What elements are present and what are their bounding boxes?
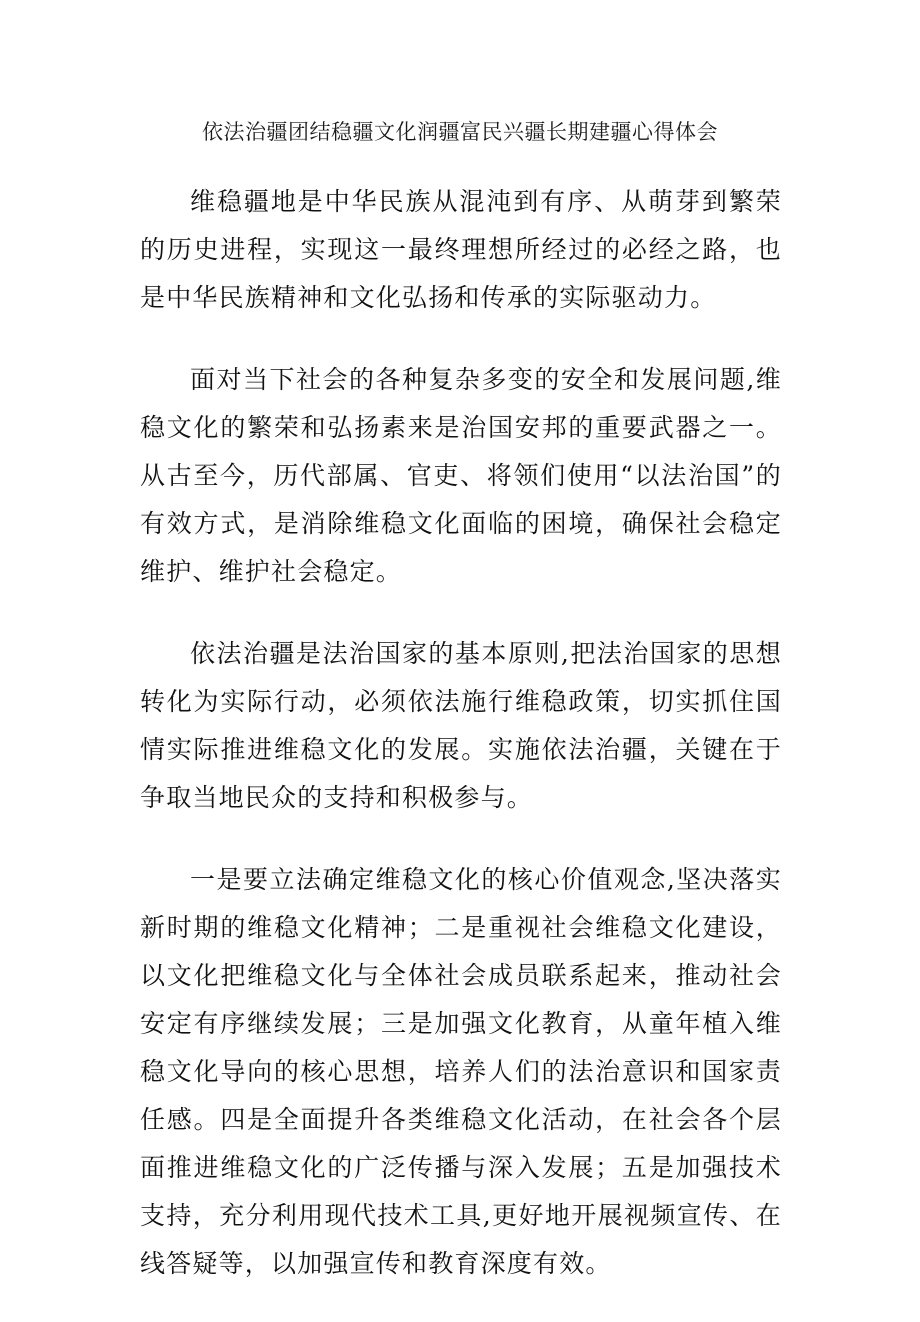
document-body — [140, 178, 782, 1322]
paragraph-4: 一是要立法确定维稳文化的核心价值观念,坚决落实新时期的维稳文化精神；二是重视社会维稳文化建设，以文化把维稳文化与全体社会成员联系起来，推动社会安定有序继续发展；三是加强文化教育，从童年植入维稳文化导向的核心思想，培养人们的法治意识和国家责任感。四是全面提升各类维稳文化活动，在社会各个层面推进维稳文化的广泛传播与深入发展；五是加强技术支持，充分利用现代技术工具,更好地开展视频宣传、在线答疑等，以加强宣传和教育深度有效。 — [140, 865, 782, 1278]
document-title: 依法治疆团结稳疆文化润疆富民兴疆长期建疆心得体会 — [202, 120, 718, 144]
paragraph-2: 面对当下社会的各种复杂多变的安全和发展问题,维稳文化的繁荣和弘扬素来是治国安邦的重要武器之一。从古至今，历代部属、官吏、将领们使用“以法治国”的有效方式，是消除维稳文化面临的困境，确保社会稳定维护、维护社会稳定。 — [140, 365, 782, 586]
paragraph-1: 维稳疆地是中华民族从混沌到有序、从萌芽到繁荣的历史进程，实现这一最终理想所经过的必经之路，也是中华民族精神和文化弘扬和传承的实际驱动力。 — [140, 187, 782, 312]
paragraph-3: 依法治疆是法治国家的基本原则,把法治国家的思想转化为实际行动，必须依法施行维稳政策，切实抓住国情实际推进维稳文化的发展。实施依法治疆，关键在于争取当地民众的支持和积极参与。 — [140, 639, 782, 812]
